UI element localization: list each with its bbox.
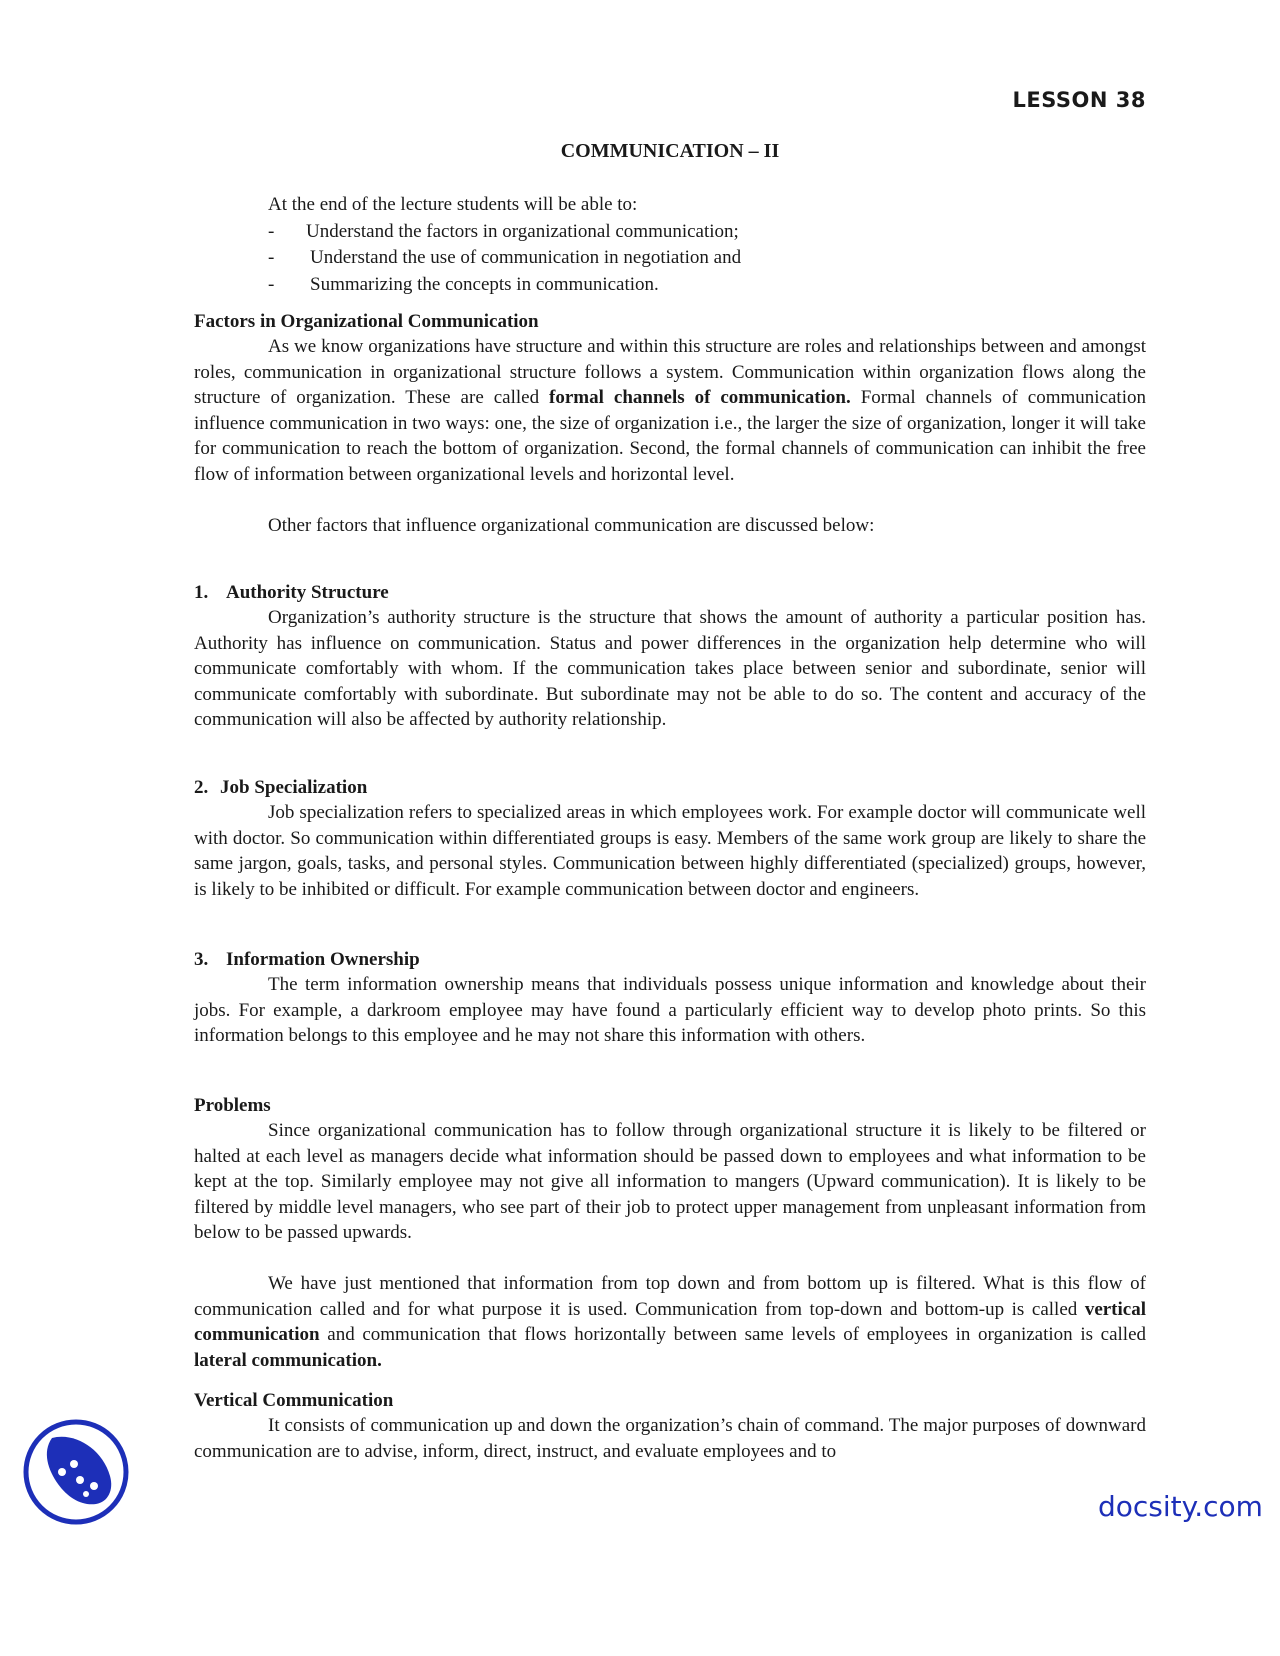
section-authority [194,580,1146,733]
list-item: - Summarizing the concepts in communication. [268,273,659,295]
section-heading: Problems [194,1095,271,1116]
objectives-lead: At the end of the lecture students will be able to: [268,194,638,215]
section-heading: Factors in Organizational Communication [194,311,539,332]
paragraph: Other factors that influence organizational communication are discussed below: [268,514,875,536]
list-item: - Understand the factors in organizational communication; [268,220,739,242]
watermark-text: docsity.com [1098,1490,1263,1523]
lesson-number: LESSON 38 [1012,88,1146,112]
paragraph: Since organizational communication has to follow through organizational structure it is likely to be filtered or halted at each level as managers decide what information should be passed down to employees and what information to be kept at the top. Similarly employee may not give all information to mangers (Upward communication). It is likely to be filtered by middle level managers, who see part of their job to protect upper management from unpleasant information from below to be passed upwards. [194,1120,1146,1244]
page-title: COMMUNICATION – II [560,140,780,162]
section-job-specialization [194,775,1146,902]
paragraph: We have just mentioned that information from top down and from bottom up is filtered. What is this flow of communication called and for what purpose it is used. Communication from top-down and bottom-up is called vertical communication and communication that flows horizontally between same levels of employees in organization is called lateral communication. [194,1272,1146,1371]
paragraph: Job specialization refers to specialized areas in which employees work. For example doctor will communicate well with doctor. So communication within differentiated groups is easy. Members of the same work group are likely to share the same jargon, goals, tasks, and personal styles. Communication between highly differentiated (specialized) groups, however, is likely to be inhibited or difficult. For example communication between doctor and engineers. [194,802,1146,900]
section-factors [194,309,1146,538]
section-heading: 3. Information Ownership [194,949,420,970]
paragraph: The term information ownership means that individuals possess unique information and knowledge about their jobs. For example, a darkroom employee may have found a particularly efficient way to develop photo prints. So this information belongs to this employee and he may not share this information with others. [194,974,1146,1047]
section-problems [194,1093,1146,1373]
paragraph: It consists of communication up and down the organization’s chain of command. The major purposes of downward communication are to advise, inform, direct, instruct, and evaluate employees and to [194,1415,1146,1462]
paragraph: Organization’s authority structure is the structure that shows the amount of authority a particular position has. Authority has influence on communication. Status and power differences in the organization help determine who will communicate comfortably with whom. If the communication takes place between senior and subordinate, senior will communicate comfortably with subordinate. But subordinate may not be able to do so. The content and accuracy of the communication will also be affected by authority relationship. [194,607,1146,731]
section-heading: 1. Authority Structure [194,582,389,603]
section-heading: Vertical Communication [194,1390,394,1411]
section-heading: 2. Job Specialization [194,777,368,798]
section-information-ownership [194,947,1146,1049]
list-item: - Understand the use of communication in negotiation and [268,247,742,268]
section-vertical-communication [194,1388,1146,1464]
learning-objectives [268,192,741,298]
docsity-logo-icon [22,1418,130,1526]
paragraph: As we know organizations have structure and within this structure are roles and relationships between and amongst roles, communication in organizational structure follows a system. Communication within organization flows along the structure of organization. These are called formal channels of communication. Formal channels of communication influence communication in two ways: one, the size of organization i.e., the larger the size of organization, longer it will take for communication to reach the bottom of organization. Second, the formal channels of communication can inhibit the free flow of information between organizational levels and horizontal level. [194,336,1146,485]
